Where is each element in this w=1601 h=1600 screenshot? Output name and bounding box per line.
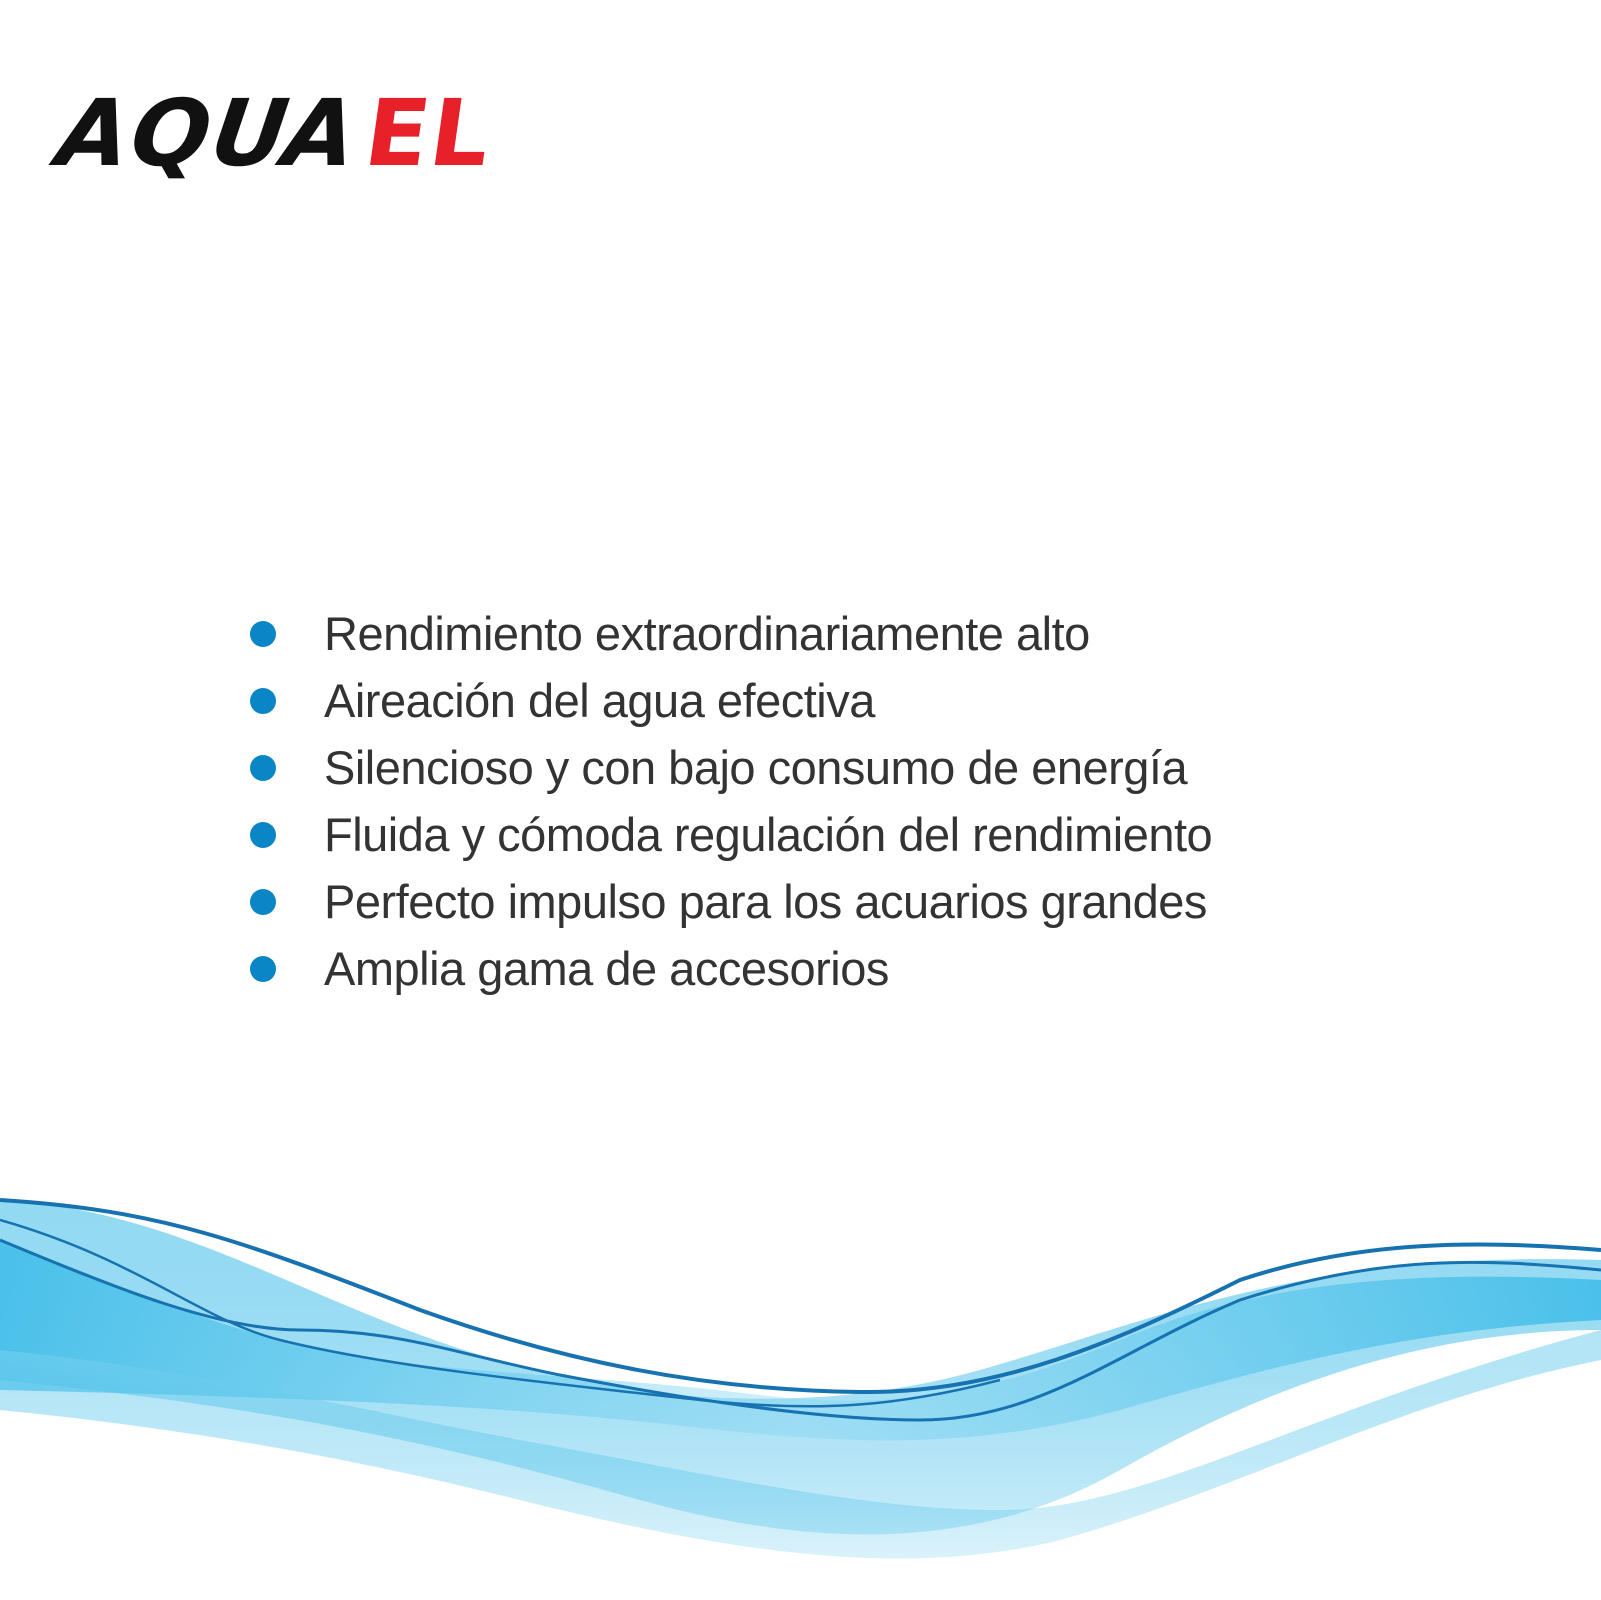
bullet-dot-icon (250, 621, 276, 647)
list-item (250, 667, 1212, 734)
bullet-dot-icon (250, 688, 276, 714)
feature-text: Fluida y cómoda regulación del rendimiento (324, 808, 1213, 861)
water-wave-decoration (0, 1180, 1601, 1600)
list-item (250, 801, 1212, 868)
feature-text: Perfecto impulso para los acuarios grandes (324, 875, 1207, 928)
logo-el-text: EL (358, 80, 499, 187)
list-item (250, 868, 1212, 935)
bullet-dot-icon (250, 889, 276, 915)
bullet-dot-icon (250, 755, 276, 781)
feature-text: Amplia gama de accesorios (324, 942, 889, 995)
bullet-dot-icon (250, 956, 276, 982)
list-item (250, 935, 1212, 1002)
feature-text: Silencioso y con bajo consumo de energía (324, 741, 1188, 794)
bullet-dot-icon (250, 822, 276, 848)
aquael-logo (51, 70, 500, 187)
feature-list (250, 600, 1212, 1002)
list-item (250, 600, 1212, 667)
feature-text: Aireación del agua efectiva (324, 674, 875, 727)
logo-aqua-text: AQUA (51, 80, 366, 187)
feature-text: Rendimiento extraordinariamente alto (324, 607, 1090, 660)
list-item (250, 734, 1212, 801)
